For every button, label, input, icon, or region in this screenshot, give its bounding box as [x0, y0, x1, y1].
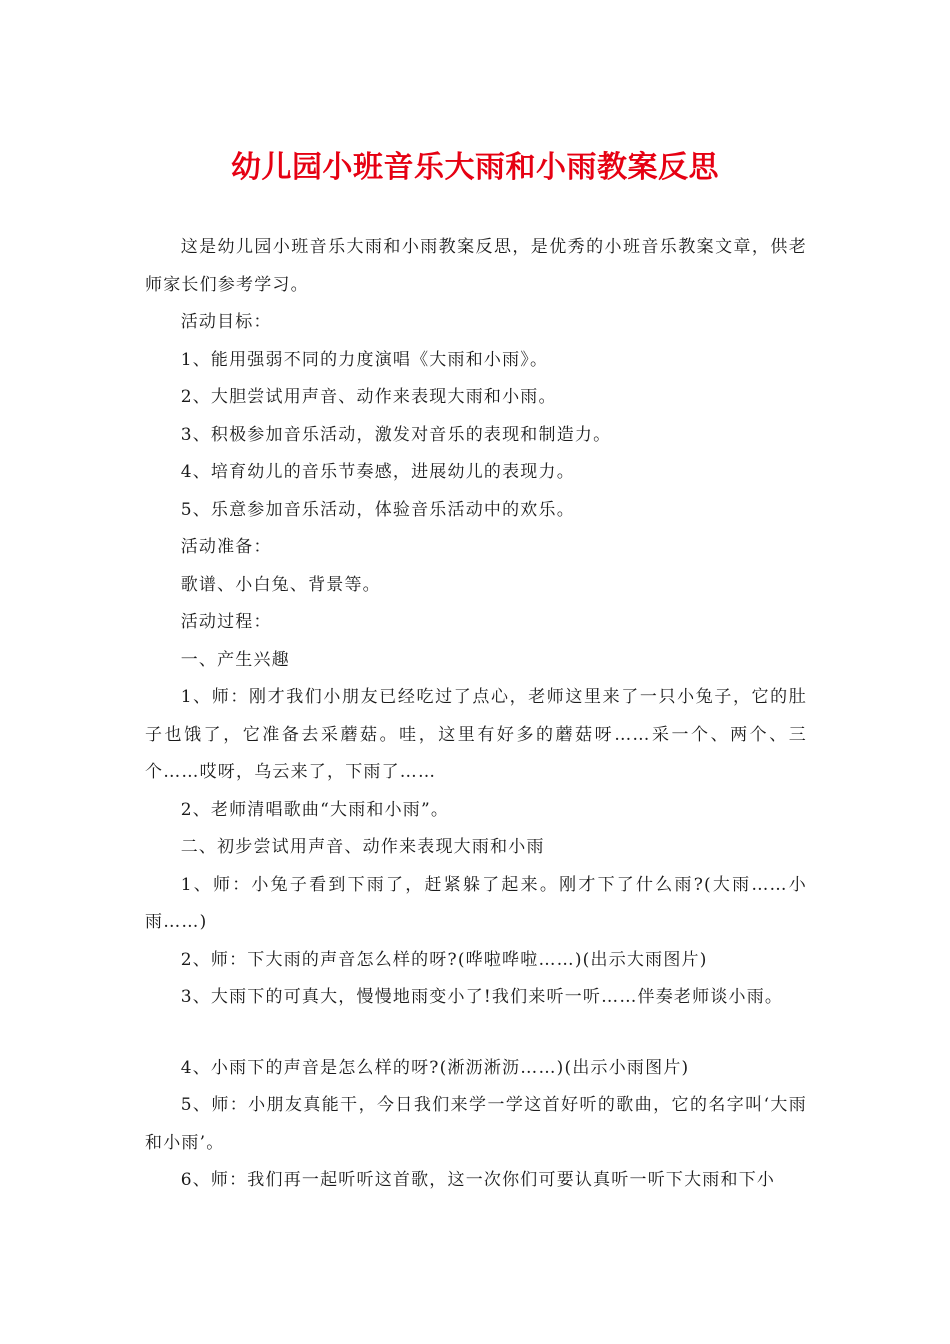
process-paragraph: 6、师：我们再一起听听这首歌，这一次你们可要认真听一听下大雨和下小: [180, 1170, 776, 1190]
process-step-heading-2: 二、初步尝试用声音、动作来表现大雨和小雨: [180, 837, 545, 857]
goal-item-4: 4、培育幼儿的音乐节奏感，进展幼儿的表现力。: [180, 462, 575, 482]
process-paragraph: 5、师：小朋友真能干，今日我们来学一学这首好听的歌曲，它的名字叫‘大雨和小雨’。: [145, 1095, 807, 1153]
process-paragraph: 3、大雨下的可真大，慢慢地雨变小了!我们来听一听……伴奏老师谈小雨。: [180, 987, 784, 1007]
process-paragraph: 1、师：刚才我们小朋友已经吃过了点心，老师这里来了一只小兔子，它的肚子也饿了，它准备去采蘑菇。哇，这里有好多的蘑菇呀……采一个、两个、三个……哎呀，乌云来了，下雨了……: [145, 687, 807, 782]
process-paragraph: 2、师：下大雨的声音怎么样的呀?(哗啦哗啦……)(出示大雨图片): [180, 949, 708, 970]
section-heading-preparation: 活动准备：: [180, 537, 272, 557]
process-paragraph: 2、老师清唱歌曲“大雨和小雨”。: [180, 799, 450, 820]
section-heading-process: 活动过程：: [180, 612, 272, 632]
process-step-heading-1: 一、产生兴趣: [180, 649, 290, 670]
goal-item-1: 1、能用强弱不同的力度演唱《大雨和小雨》。: [180, 349, 549, 370]
process-paragraph: 1、师：小兔子看到下雨了，赶紧躲了起来。刚才下了什么雨?(大雨……小雨……): [145, 874, 807, 932]
section-heading-goals: 活动目标：: [180, 312, 272, 332]
paragraph-spacer: [145, 1017, 807, 1050]
process-paragraph: 4、小雨下的声音是怎么样的呀?(淅沥淅沥……)(出示小雨图片): [180, 1057, 690, 1078]
goal-item-5: 5、乐意参加音乐活动，体验音乐活动中的欢乐。: [180, 499, 575, 520]
document-title: 幼儿园小班音乐大雨和小雨教案反思: [231, 150, 719, 185]
document-body: [145, 229, 807, 1200]
goal-item-3: 3、积极参加音乐活动，激发对音乐的表现和制造力。: [180, 424, 612, 445]
preparation-text: 歌谱、小白兔、背景等。: [180, 574, 381, 595]
goal-item-2: 2、大胆尝试用声音、动作来表现大雨和小雨。: [180, 387, 557, 407]
intro-paragraph: 这是幼儿园小班音乐大雨和小雨教案反思，是优秀的小班音乐教案文章，供老师家长们参考学习。: [145, 237, 807, 295]
